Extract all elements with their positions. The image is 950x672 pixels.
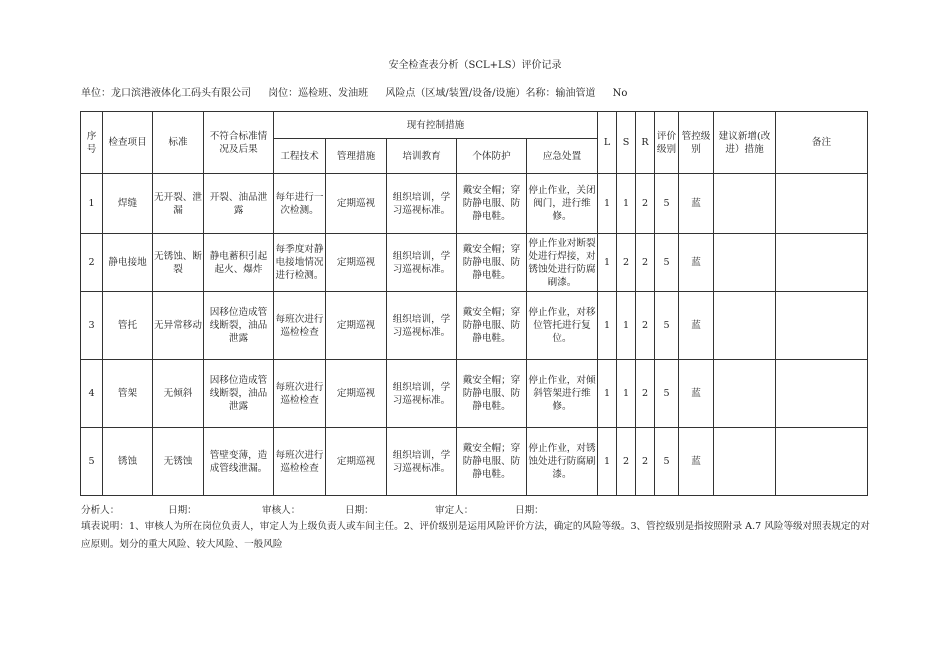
cell-item: 管托 — [103, 292, 153, 360]
date-label-3: 日期： — [515, 505, 544, 516]
table-row — [81, 360, 868, 428]
cell-r: 2 — [636, 174, 655, 234]
cell-emergency: 停止作业，对倾斜管架进行维修。 — [527, 360, 598, 428]
cell-mgmt: 定期巡视 — [326, 360, 387, 428]
cell-ppe: 戴安全帽；穿防静电服、防静电鞋。 — [457, 292, 527, 360]
cell-ppe: 戴安全帽；穿防静电服、防静电鞋。 — [457, 174, 527, 234]
approver-label: 审定人： — [435, 505, 474, 516]
header-nonconform: 不符合标准情况及后果 — [204, 112, 274, 174]
cell-nonconform: 静电蓄积引起起火、爆炸 — [204, 234, 274, 292]
cell-training: 组织培训，学习巡视标准。 — [387, 360, 457, 428]
cell-item: 管架 — [103, 360, 153, 428]
cell-ppe: 戴安全帽；穿防静电服、防静电鞋。 — [457, 428, 527, 496]
cell-item: 焊缝 — [103, 174, 153, 234]
cell-seq: 5 — [81, 428, 103, 496]
cell-standard: 无锈蚀 — [153, 428, 204, 496]
cell-ppe: 戴安全帽；穿防静电服、防静电鞋。 — [457, 234, 527, 292]
cell-level: 5 — [655, 428, 679, 496]
cell-training: 组织培训，学习巡视标准。 — [387, 174, 457, 234]
cell-seq: 4 — [81, 360, 103, 428]
cell-emergency: 停止作业，对移位管托进行复位。 — [527, 292, 598, 360]
cell-ctrl: 蓝 — [679, 360, 714, 428]
cell-mgmt: 定期巡视 — [326, 292, 387, 360]
cell-mgmt: 定期巡视 — [326, 174, 387, 234]
cell-s: 2 — [617, 428, 636, 496]
signature-line — [81, 502, 544, 516]
cell-suggest — [714, 360, 776, 428]
cell-s: 2 — [617, 234, 636, 292]
header-l: L — [598, 112, 617, 174]
cell-remark — [776, 174, 868, 234]
cell-ctrl: 蓝 — [679, 174, 714, 234]
post-label: 岗位：巡检班、发油班 — [268, 88, 369, 99]
cell-suggest — [714, 292, 776, 360]
header-standard: 标准 — [153, 112, 204, 174]
cell-r: 2 — [636, 428, 655, 496]
table-row — [81, 428, 868, 496]
cell-tech: 每年进行一次检测。 — [274, 174, 326, 234]
analyst-label: 分析人： — [81, 505, 120, 516]
cell-l: 1 — [598, 292, 617, 360]
cell-standard: 无开裂、泄漏 — [153, 174, 204, 234]
cell-remark — [776, 360, 868, 428]
cell-r: 2 — [636, 292, 655, 360]
cell-item: 静电接地 — [103, 234, 153, 292]
cell-training: 组织培训，学习巡视标准。 — [387, 292, 457, 360]
cell-nonconform: 管壁变薄，造成管线泄漏。 — [204, 428, 274, 496]
cell-nonconform: 因移位造成管线断裂，油品泄露 — [204, 292, 274, 360]
cell-s: 1 — [617, 360, 636, 428]
header-training: 培训教育 — [387, 139, 457, 174]
cell-tech: 每季度对静电接地情况进行检测。 — [274, 234, 326, 292]
header-ppe: 个体防护 — [457, 139, 527, 174]
header-emergency: 应急处置 — [527, 139, 598, 174]
cell-mgmt: 定期巡视 — [326, 428, 387, 496]
cell-level: 5 — [655, 234, 679, 292]
cell-emergency: 停止作业对断裂处进行焊接，对锈蚀处进行防腐刷漆。 — [527, 234, 598, 292]
cell-nonconform: 开裂、油品泄露 — [204, 174, 274, 234]
cell-r: 2 — [636, 234, 655, 292]
cell-suggest — [714, 234, 776, 292]
table-row — [81, 174, 868, 234]
evaluation-table — [80, 111, 868, 496]
company-label: 单位：龙口滨港液体化工码头有限公司 — [81, 88, 251, 99]
table-row — [81, 234, 868, 292]
header-seq: 序号 — [81, 112, 103, 174]
cell-remark — [776, 292, 868, 360]
cell-standard: 无倾斜 — [153, 360, 204, 428]
risk-point-label: 风险点（区域/装置/设备/设施）名称：输油管道 — [385, 88, 596, 99]
cell-l: 1 — [598, 174, 617, 234]
cell-training: 组织培训，学习巡视标准。 — [387, 428, 457, 496]
cell-remark — [776, 428, 868, 496]
date-label-1: 日期： — [168, 505, 197, 516]
header-mgmt: 管理措施 — [326, 139, 387, 174]
cell-ctrl: 蓝 — [679, 234, 714, 292]
header-tech: 工程技术 — [274, 139, 326, 174]
filling-instructions: 填表说明：1、审核人为所在岗位负责人，审定人为上级负责人或车间主任。2、评价级别是运用风险评价方法，确定的风险等级。3、管控级别是指按照附录 A.7 风险等级对照表规定的对应原则。划分的重大风险、较大风险、一般风险 — [81, 521, 870, 550]
cell-emergency: 停止作业，对锈蚀处进行防腐刷漆。 — [527, 428, 598, 496]
header-r: R — [636, 112, 655, 174]
cell-tech: 每班次进行巡检检查 — [274, 428, 326, 496]
cell-emergency: 停止作业，关闭阀门，进行维修。 — [527, 174, 598, 234]
header-ctrl-level: 管控级别 — [679, 112, 714, 174]
cell-tech: 每班次进行巡检检查 — [274, 292, 326, 360]
header-s: S — [617, 112, 636, 174]
cell-r: 2 — [636, 360, 655, 428]
header-remark: 备注 — [776, 112, 868, 174]
header-controls: 现有控制措施 — [274, 112, 598, 139]
cell-mgmt: 定期巡视 — [326, 234, 387, 292]
date-label-2: 日期： — [345, 505, 374, 516]
cell-item: 锈蚀 — [103, 428, 153, 496]
document-title: 安全检查表分析（SCL+LS）评价记录 — [388, 60, 562, 71]
cell-suggest — [714, 174, 776, 234]
cell-level: 5 — [655, 360, 679, 428]
reviewer-label: 审核人： — [262, 505, 301, 516]
cell-standard: 无异常移动 — [153, 292, 204, 360]
cell-training: 组织培训，学习巡视标准。 — [387, 234, 457, 292]
cell-level: 5 — [655, 174, 679, 234]
cell-tech: 每班次进行巡检检查 — [274, 360, 326, 428]
cell-level: 5 — [655, 292, 679, 360]
cell-l: 1 — [598, 428, 617, 496]
cell-suggest — [714, 428, 776, 496]
cell-seq: 2 — [81, 234, 103, 292]
table-row — [81, 292, 868, 360]
cell-ppe: 戴安全帽；穿防静电服、防静电鞋。 — [457, 360, 527, 428]
cell-seq: 3 — [81, 292, 103, 360]
cell-ctrl: 蓝 — [679, 428, 714, 496]
cell-l: 1 — [598, 360, 617, 428]
cell-remark — [776, 234, 868, 292]
header-suggest: 建议新增(改进）措施 — [714, 112, 776, 174]
cell-standard: 无锈蚀、断裂 — [153, 234, 204, 292]
cell-l: 1 — [598, 234, 617, 292]
cell-ctrl: 蓝 — [679, 292, 714, 360]
unit-info-line — [81, 84, 641, 99]
cell-seq: 1 — [81, 174, 103, 234]
cell-s: 1 — [617, 174, 636, 234]
header-item: 检查项目 — [103, 112, 153, 174]
cell-nonconform: 因移位造成管线断裂，油品泄露 — [204, 360, 274, 428]
number-label: No — [612, 88, 628, 99]
cell-s: 1 — [617, 292, 636, 360]
header-level: 评价级别 — [655, 112, 679, 174]
